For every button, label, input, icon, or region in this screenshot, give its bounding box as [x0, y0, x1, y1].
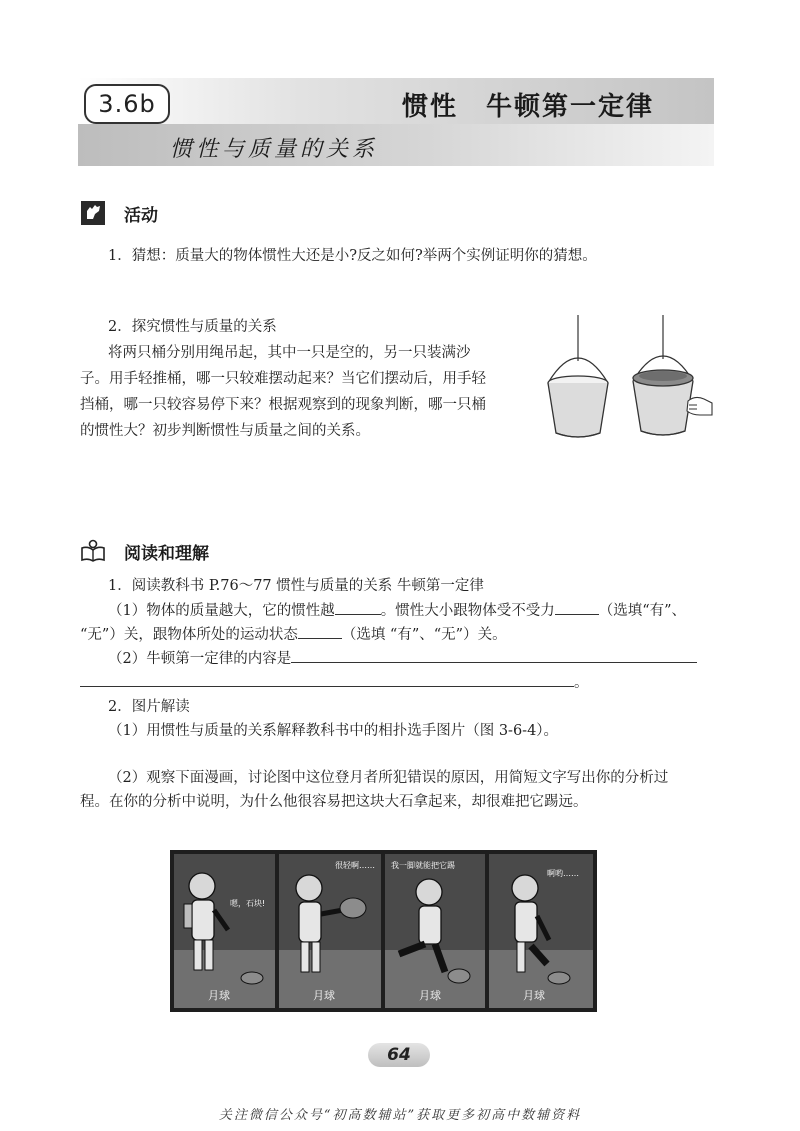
chapter-title: 惯性 牛顿第一定律 [401, 92, 654, 122]
speech-bubble: 很轻啊…… [335, 861, 375, 870]
newton-law-blank-line-1[interactable] [291, 649, 697, 663]
section-subtitle: 惯性与质量的关系 [170, 137, 379, 162]
speech-bubble: 我一脚就能把它踢 [391, 861, 455, 870]
force-relation-blank[interactable] [555, 601, 599, 615]
section-code: 3.6b [84, 84, 170, 124]
activity-question-2-line: 的惯性大？初步判断惯性与质量之间的关系。 [80, 423, 370, 439]
reading-question-2 [108, 649, 697, 669]
motion-state-blank[interactable] [298, 625, 342, 639]
activity-heading [80, 200, 158, 226]
comic-panel-3 [385, 854, 485, 1008]
astronaut-comic-strip [170, 850, 597, 1012]
activity-question-1: 1．猜想：质量大的物体惯性大还是小?反之如何?举两个实例证明你的猜想。 [108, 248, 597, 264]
comic-panel-4 [489, 854, 593, 1008]
reading-question-1b [80, 625, 507, 645]
q1a-text-pre: （1）物体的质量越大，它的惯性越 [108, 603, 335, 619]
hand-icon [80, 200, 106, 226]
q2-end-mark: 。 [574, 675, 589, 691]
chapter-banner [78, 78, 714, 166]
picture-question-2-line-1: （2）观察下面漫画，讨论图中这位登月者所犯错误的原因，用简短文字写出你的分析过 [108, 770, 669, 786]
open-book-reader-icon [80, 538, 106, 564]
activity-question-2-line: 挡桶，哪一只较容易停下来？根据观察到的现象判断，哪一只桶 [80, 397, 486, 413]
moon-label: 月球 [523, 989, 545, 1002]
astronaut-lifting-icon [279, 854, 381, 1008]
reading-question-2-cont [80, 673, 589, 693]
page-number: 64 [368, 1043, 430, 1067]
activity-question-2-title: 2．探究惯性与质量的关系 [108, 319, 277, 335]
activity-question-2-line: 子。用手轻推桶，哪一只较难摆动起来？当它们摆动后，用手轻 [80, 371, 486, 387]
moon-label: 月球 [419, 989, 441, 1002]
hanging-buckets-illustration [540, 315, 715, 445]
newton-law-blank-line-2[interactable] [80, 673, 574, 687]
footer-watermark: 关注微信公众号“初高数辅站”获取更多初高中数辅资料 [218, 1108, 582, 1123]
comic-panel-1 [174, 854, 275, 1008]
astronaut-standing-icon [174, 854, 275, 1008]
picture-question-1: （1）用惯性与质量的关系解释教科书中的相扑选手图片（图 3-6-4）。 [108, 723, 559, 739]
picture-question-2-line-2: 程。在你的分析中说明，为什么他很容易把这块大石拿起来，却很难把它踢远。 [80, 794, 588, 810]
empty-bucket [548, 315, 608, 437]
q1a-text-post: （选填“有”、 [598, 603, 687, 619]
reading-item-2: 2．图片解读 [108, 699, 190, 715]
astronaut-kicking-icon [385, 854, 485, 1008]
q1b-text-pre: “无”）关，跟物体所处的运动状态 [80, 627, 298, 643]
activity-label: 活动 [124, 205, 158, 226]
speech-bubble: 嗯，石块! [230, 899, 266, 908]
inertia-size-blank[interactable] [335, 601, 381, 615]
activity-question-2-line: 将两只桶分别用绳吊起，其中一只是空的，另一只装满沙 [108, 345, 471, 361]
q1b-text-post: （选填 “有”、“无”）关。 [341, 627, 507, 643]
reading-heading [80, 538, 209, 564]
pushing-hand [687, 397, 712, 415]
reading-question-1a [108, 601, 686, 621]
comic-panel-2 [279, 854, 381, 1008]
moon-label: 月球 [313, 989, 335, 1002]
reading-item-1: 1．阅读教科书 P.76～77 惯性与质量的关系 牛顿第一定律 [108, 578, 484, 594]
q1a-text-mid: 。惯性大小跟物体受不受力 [380, 603, 555, 619]
sand-bucket [633, 315, 693, 435]
q2-text: （2）牛顿第一定律的内容是 [108, 651, 292, 667]
speech-bubble: 啊哟…… [547, 869, 579, 878]
moon-label: 月球 [208, 989, 230, 1002]
reading-label: 阅读和理解 [124, 543, 209, 564]
